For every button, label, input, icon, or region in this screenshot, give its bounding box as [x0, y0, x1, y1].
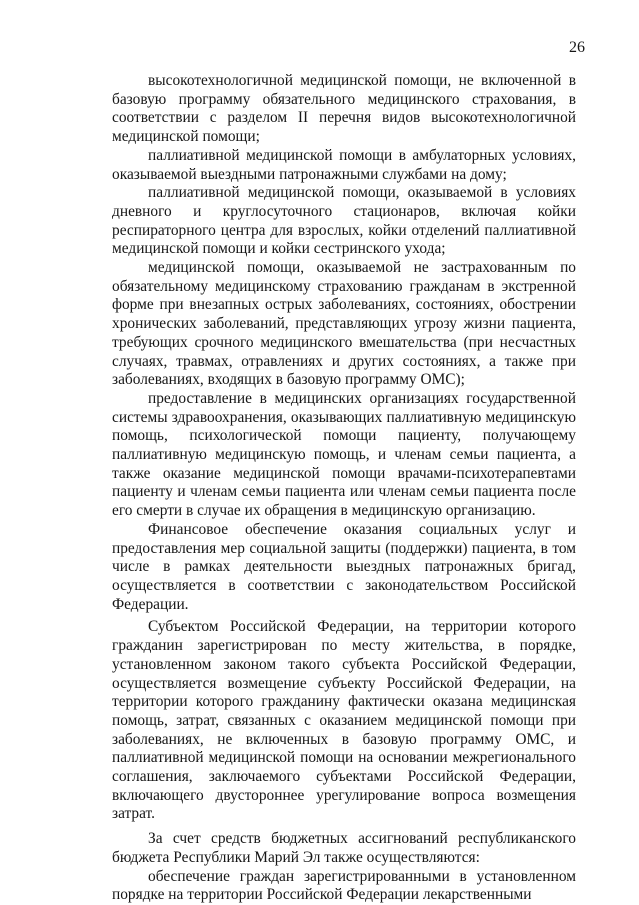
paragraph: паллиативной медицинской помощи в амбулаторных условиях, оказываемой выездными патронажными службами на дому; — [112, 146, 576, 183]
paragraph: предоставление в медицинских организациях государственной системы здравоохранения, оказывающих паллиативную медицинскую помощь, психологической помощи пациенту, получающему паллиативную медицинскую помощь, и членам семьи пациента, а также оказание медицинской помощи врачами-психотерапевтами пациенту и членам семьи пациента или членам семьи пациента после его смерти в случае их обращения в медицинскую организацию. — [112, 389, 576, 520]
page-number: 26 — [569, 39, 585, 56]
paragraph: медицинской помощи, оказываемой не застрахованным по обязательному медицинскому страхованию гражданам в экстренной форме при внезапных острых заболеваниях, состояниях, обострении хронических заболеваний, представляющих угрозу жизни пациента, требующих срочного медицинского вмешательства (при несчастных случаях, травмах, отравлениях и других состояниях, а также при заболеваниях, входящих в базовую программу ОМС); — [112, 259, 576, 389]
paragraph: Субъектом Российской Федерации, на территории которого гражданин зарегистрирован по месту жительства, в порядке, установленном законом такого субъекта Российской Федерации, осуществляется возмещение субъекту Российской Федерации, на территории которого гражданину фактически оказана медицинская помощь, затрат, связанных с оказанием медицинской помощи при заболеваниях, не включенных в базовую программу ОМС, и паллиативной медицинской помощи на основании межрегионального соглашения, заключаемого субъектами Российской Федерации, включающего двустороннее урегулирование вопроса возмещения затрат. — [112, 618, 576, 823]
paragraph: Финансовое обеспечение оказания социальных услуг и предоставления мер социальной защиты (поддержки) пациента, в том числе в рамках деятельности выездных патронажных бригад, осуществляется в соответствии с законодательством Российской Федерации. — [112, 520, 576, 613]
paragraph: обеспечение граждан зарегистрированными в установленном порядке на территории Российской Федерации лекарственными — [112, 867, 576, 904]
document-body — [112, 72, 576, 905]
paragraph: высокотехнологичной медицинской помощи, не включенной в базовую программу обязательного медицинского страхования, в соответствии с разделом II перечня видов высокотехнологичной медицинской помощи; — [112, 72, 576, 146]
paragraph: За счет средств бюджетных ассигнований республиканского бюджета Республики Марий Эл также осуществляются: — [112, 830, 576, 866]
paragraph: паллиативной медицинской помощи, оказываемой в условиях дневного и круглосуточного стационаров, включая койки респираторного центра для взрослых, койки отделений паллиативной медицинской помощи и койки сестринского ухода; — [112, 184, 576, 258]
